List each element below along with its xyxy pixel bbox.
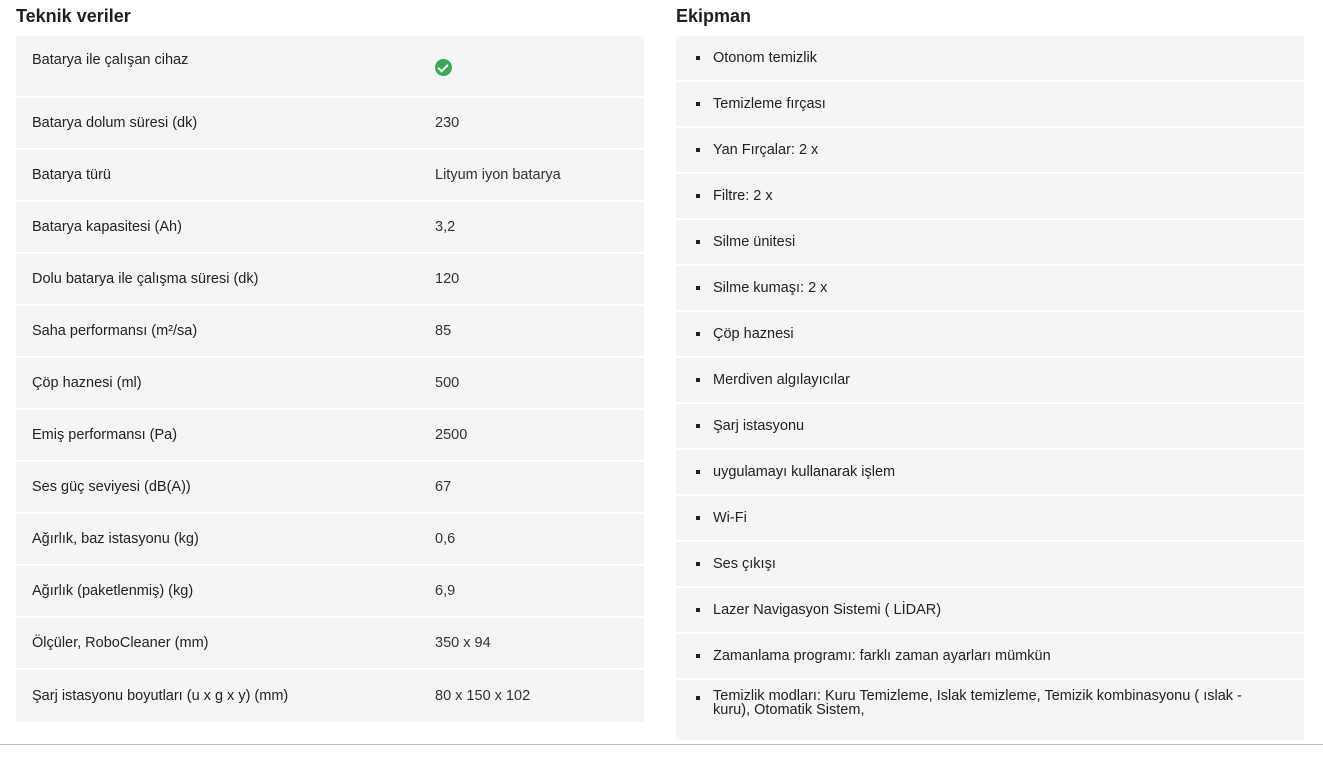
spec-row (16, 358, 644, 410)
spec-label: Saha performansı (m²/sa) (32, 323, 198, 339)
spec-label: Batarya kapasitesi (Ah) (32, 219, 182, 235)
spec-row (16, 306, 644, 358)
spec-row (16, 254, 644, 306)
equipment-item-text: Merdiven algılayıcılar (713, 372, 850, 388)
spec-row (16, 150, 644, 202)
equipment-title: Ekipman (676, 6, 752, 26)
equipment-item-text: Zamanlama programı: farklı zaman ayarları mümkün (713, 648, 1051, 664)
bullet-icon (696, 378, 700, 382)
spec-row (16, 98, 644, 150)
spec-value: Lityum iyon batarya (435, 167, 561, 183)
list-item (676, 82, 1304, 128)
list-item (676, 450, 1304, 496)
spec-value: 3,2 (435, 219, 456, 235)
equipment-item-text: Ses çıkışı (713, 556, 776, 572)
spec-value: 230 (435, 115, 460, 131)
spec-value: 0,6 (435, 531, 456, 547)
spec-label: Ağırlık, baz istasyonu (kg) (32, 531, 199, 547)
bullet-icon (696, 516, 700, 520)
equipment-item-text: Filtre: 2 x (713, 188, 773, 204)
equipment-item-text: Lazer Navigasyon Sistemi ( LİDAR) (713, 602, 942, 618)
spec-value: 500 (435, 375, 460, 391)
list-item (676, 588, 1304, 634)
check-circle-icon (435, 59, 452, 76)
spec-label: Ölçüler, RoboCleaner (mm) (32, 635, 209, 651)
technical-data-title: Teknik veriler (16, 6, 131, 26)
bullet-icon (696, 56, 700, 60)
equipment-item-text: Wi-Fi (713, 510, 747, 526)
equipment-item-text: Yan Fırçalar: 2 x (713, 142, 819, 158)
spec-row (16, 618, 644, 670)
spec-label: Emiş performansı (Pa) (32, 427, 178, 443)
spec-label: Çöp haznesi (ml) (32, 375, 142, 391)
equipment-item-text: Temizleme fırçası (713, 96, 826, 112)
spec-value: 67 (435, 479, 452, 495)
spec-row (16, 410, 644, 462)
list-item (676, 542, 1304, 588)
bullet-icon (696, 470, 700, 474)
list-item (676, 220, 1304, 266)
spec-label: Ağırlık (paketlenmiş) (kg) (32, 583, 194, 599)
spec-value: 2500 (435, 427, 468, 443)
list-item (676, 680, 1304, 740)
equipment-item-text: Temizlik modları: Kuru Temizleme, Islak temizleme, Temizik kombinasyonu ( ıslak - kuru), Otomatik Sistem, (713, 688, 1242, 718)
spec-label: Dolu batarya ile çalışma süresi (dk) (32, 271, 259, 287)
spec-label: Şarj istasyonu boyutları (u x g x y) (mm) (32, 688, 289, 704)
bottom-divider (0, 744, 1323, 745)
bullet-icon (696, 608, 700, 612)
bullet-icon (696, 332, 700, 336)
bullet-icon (696, 286, 700, 290)
list-item (676, 404, 1304, 450)
bullet-icon (696, 148, 700, 152)
spec-value (419, 52, 644, 80)
bullet-icon (696, 696, 700, 700)
list-item (676, 36, 1304, 82)
spec-table (16, 36, 644, 722)
equipment-item-text: Çöp haznesi (713, 326, 794, 342)
bullet-icon (696, 102, 700, 106)
spec-label: Batarya türü (32, 167, 111, 183)
spec-row (16, 202, 644, 254)
equipment-item-text: Silme kumaşı: 2 x (713, 280, 828, 296)
spec-label: Batarya dolum süresi (dk) (32, 115, 198, 131)
bullet-icon (696, 562, 700, 566)
spec-value: 80 x 150 x 102 (435, 688, 531, 704)
list-item (676, 266, 1304, 312)
list-item (676, 358, 1304, 404)
list-item (676, 634, 1304, 680)
technical-data-section (16, 0, 644, 722)
list-item (676, 496, 1304, 542)
bullet-icon (696, 240, 700, 244)
spec-row (16, 36, 644, 98)
list-item (676, 174, 1304, 220)
spec-row (16, 670, 644, 722)
spec-value: 120 (435, 271, 460, 287)
equipment-section (676, 0, 1304, 740)
list-item (676, 128, 1304, 174)
spec-value: 6,9 (435, 583, 456, 599)
equipment-list (676, 36, 1304, 740)
spec-value: 350 x 94 (435, 635, 491, 651)
list-item (676, 312, 1304, 358)
spec-label: Ses güç seviyesi (dB(A)) (32, 479, 191, 495)
equipment-item-text: Şarj istasyonu (713, 418, 805, 434)
equipment-item-text: Silme ünitesi (713, 234, 796, 250)
spec-row (16, 514, 644, 566)
spec-row (16, 462, 644, 514)
bullet-icon (696, 194, 700, 198)
bullet-icon (696, 424, 700, 428)
equipment-item-text: Otonom temizlik (713, 50, 817, 66)
spec-value: 85 (435, 323, 452, 339)
equipment-item-text: uygulamayı kullanarak işlem (713, 464, 896, 480)
spec-row (16, 566, 644, 618)
spec-label: Batarya ile çalışan cihaz (32, 52, 189, 68)
bullet-icon (696, 654, 700, 658)
